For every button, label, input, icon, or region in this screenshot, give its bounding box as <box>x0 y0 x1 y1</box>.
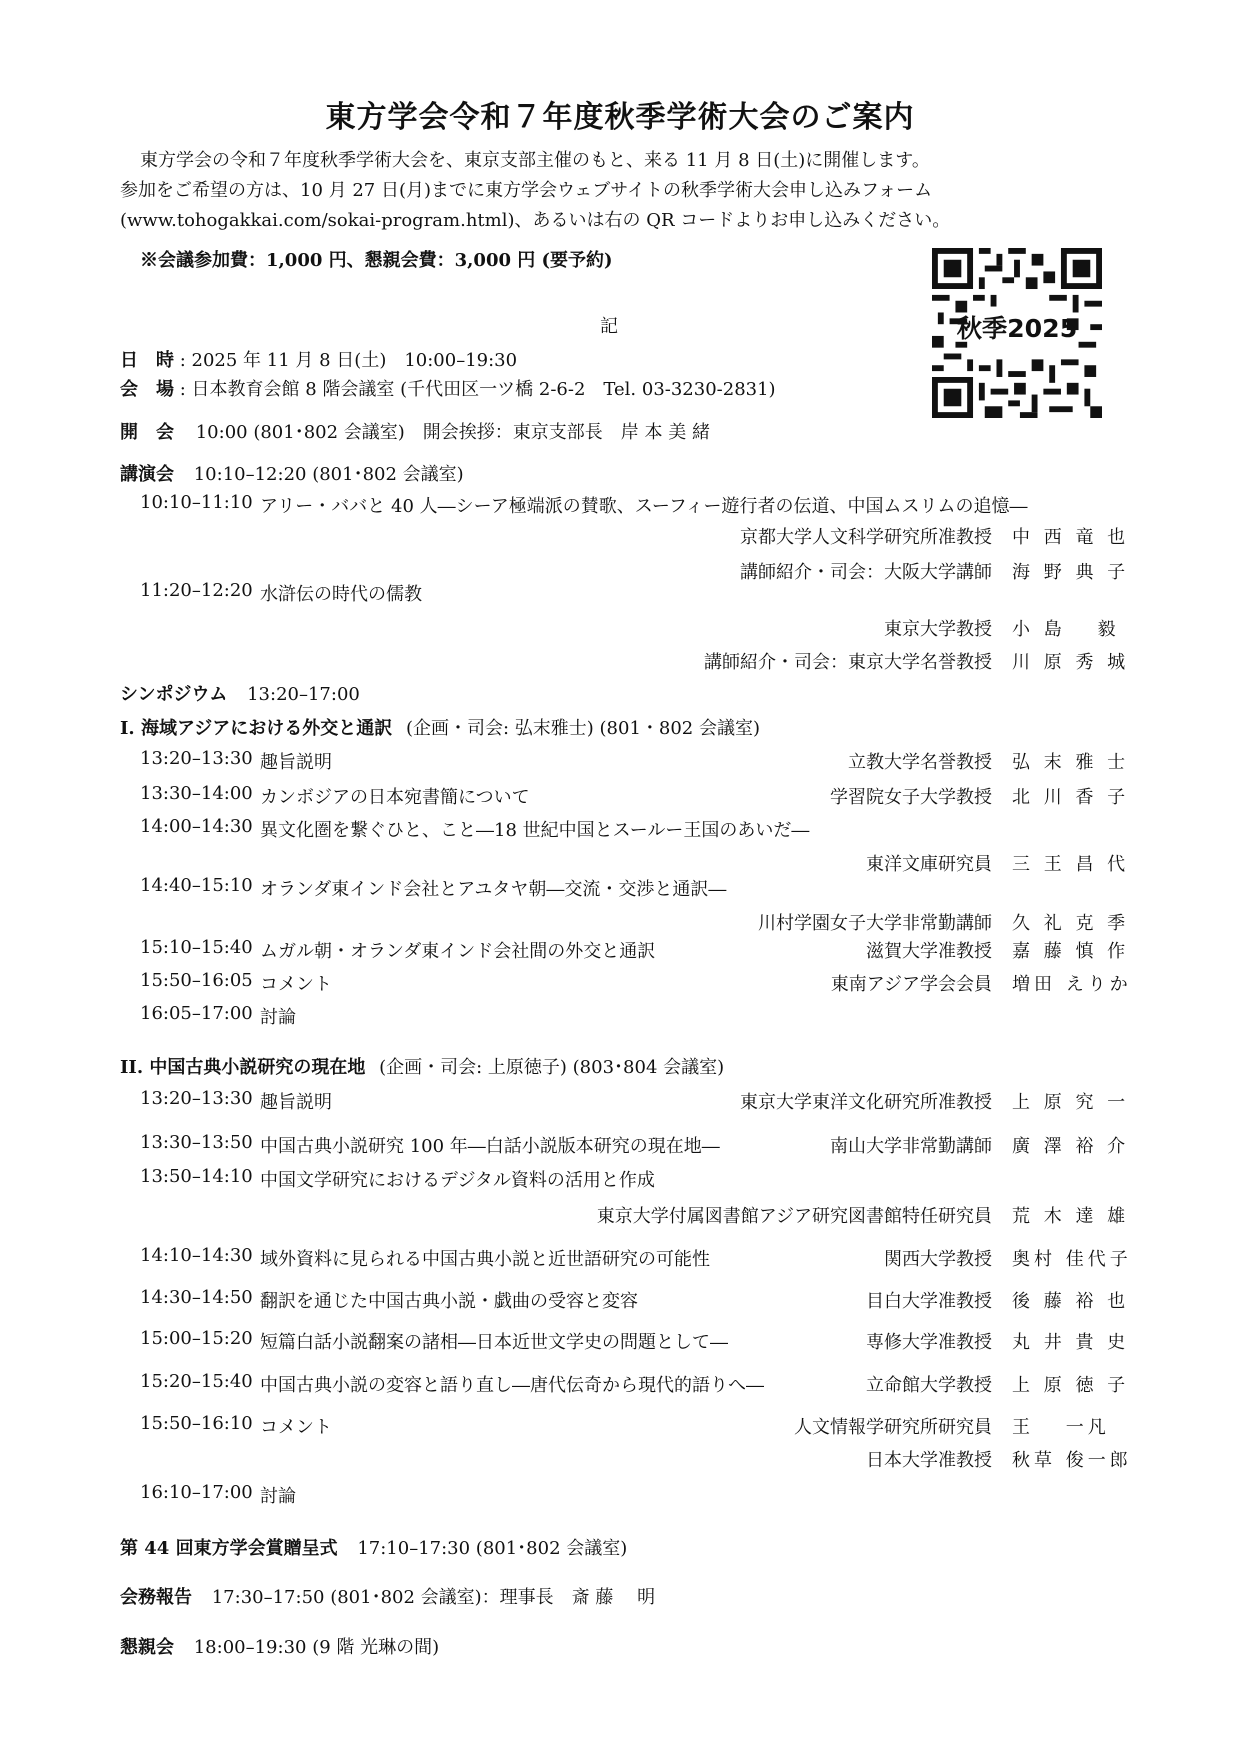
award-row <box>120 1534 627 1560</box>
session-title: オランダ東インド会社とアユタヤ朝―交流・交渉と通訳― <box>260 879 727 900</box>
presenter-name: 嘉 藤 慎 作 <box>1012 941 1130 962</box>
award-value: 17:10–17:30 (801･802 会議室) <box>357 1538 628 1559</box>
award-label: 第 44 回東方学会賞贈呈式 <box>120 1538 338 1559</box>
intro-line-3: (www.tohogakkai.com/sokai-program.html)、あるいは右の QR コードよりお申し込みください。 <box>120 210 951 231</box>
presenter-name: 後 藤 裕 也 <box>1012 1291 1130 1312</box>
session-time: 13:50–14:10 <box>140 1166 253 1187</box>
session-title: 中国古典小説の変容と語り直し―唐代伝奇から現代的語りへ― <box>260 1375 764 1396</box>
session-time: 13:20–13:30 <box>140 748 253 769</box>
session-time: 15:00–15:20 <box>140 1328 253 1349</box>
presenter-name: 弘 末 雅 士 <box>1012 752 1130 773</box>
session-title: コメント <box>260 974 332 995</box>
session-title: 短篇白話小説翻案の諸相―日本近世文学史の問題として― <box>260 1332 728 1353</box>
moderator-affiliation: 講師紹介・司会：東京大学名誉教授 <box>704 652 992 673</box>
session2-title: II. 中国古典小説研究の現在地 <box>120 1057 366 1078</box>
fee-note: ※会議参加費：1,000 円、懇親会費：3,000 円 (要予約) <box>140 250 613 271</box>
presenter-affiliation: 東京大学付属図書館アジア研究図書館特任研究員 <box>596 1206 992 1227</box>
session-time: 13:20–13:30 <box>140 1088 253 1109</box>
presenter-name: 三 王 昌 代 <box>1012 854 1130 875</box>
lecture-title: 水滸伝の時代の儒教 <box>260 584 422 605</box>
session1-heading <box>120 714 760 740</box>
speaker-affiliation: 東京大学教授 <box>884 619 992 640</box>
session-time: 15:50–16:05 <box>140 970 253 991</box>
opening-row <box>120 418 710 444</box>
intro-line-1: 東方学会の令和７年度秋季学術大会を、東京支部主催のもと、来る 11 月 8 日(土)に開催します。 <box>140 150 930 171</box>
session1-note: (企画・司会: 弘末雅士) (801・802 会議室) <box>405 718 760 739</box>
presenter-affiliation: 目白大学准教授 <box>866 1291 992 1312</box>
session-time: 14:00–14:30 <box>140 816 253 837</box>
venue-row <box>120 375 776 401</box>
opening-label: 開 会 <box>120 422 174 443</box>
presenter-name: 上 原 徳 子 <box>1012 1375 1130 1396</box>
session-title: 域外資料に見られる中国古典小説と近世語研究の可能性 <box>260 1249 710 1270</box>
session-time: 13:30–14:00 <box>140 783 253 804</box>
session-time: 14:10–14:30 <box>140 1245 253 1266</box>
session-title: ムガル朝・オランダ東インド会社間の外交と通訳 <box>260 941 656 962</box>
presenter-affiliation: 関西大学教授 <box>884 1249 992 1270</box>
presenter-affiliation: 東京大学東洋文化研究所准教授 <box>740 1092 992 1113</box>
presenter-affiliation: 学習院女子大学教授 <box>830 787 992 808</box>
presenter-affiliation: 立命館大学教授 <box>866 1375 992 1396</box>
report-row <box>120 1583 655 1609</box>
session-time: 13:30–13:50 <box>140 1132 253 1153</box>
presenter-affiliation: 立教大学名誉教授 <box>848 752 992 773</box>
intro-paragraph <box>120 146 1000 236</box>
speaker-name: 小 島 毅 <box>1012 619 1120 640</box>
presenter-affiliation: 川村学園女子大学非常勤講師 <box>758 913 992 934</box>
session-title: 異文化圏を繋ぐひと、こと―18 世紀中国とスールー王国のあいだ― <box>260 820 810 841</box>
lecture-time: 11:20–12:20 <box>140 580 253 601</box>
session-title: 中国古典小説研究 100 年―白話小説版本研究の現在地― <box>260 1136 720 1157</box>
presenter-name: 上 原 究 一 <box>1012 1092 1130 1113</box>
speaker-affiliation: 京都大学人文科学研究所准教授 <box>740 527 992 548</box>
session2-note: (企画・司会: 上原徳子) (803･804 会議室) <box>379 1057 725 1078</box>
symposium-heading <box>120 680 360 706</box>
presenter-name: 奥村 佳代子 <box>1012 1249 1132 1270</box>
lecture-label: 講演会 <box>120 464 174 485</box>
lecture-time: 10:10–11:10 <box>140 492 253 513</box>
party-label: 懇親会 <box>120 1637 174 1658</box>
presenter-name: 北 川 香 子 <box>1012 787 1130 808</box>
session-title: 趣旨説明 <box>260 752 332 773</box>
presenter-affiliation: 人文情報学研究所研究員 <box>794 1417 992 1438</box>
venue-label: 会 場 <box>120 379 174 400</box>
presenter-affiliation: 専修大学准教授 <box>866 1332 992 1353</box>
date-label: 日 時 <box>120 350 174 371</box>
symposium-label: シンポジウム <box>120 684 228 705</box>
session-title: 翻訳を通じた中国古典小説・戯曲の受容と変容 <box>260 1291 638 1312</box>
lecture-heading <box>120 460 464 486</box>
session-time: 15:10–15:40 <box>140 937 253 958</box>
intro-line-2: 参加をご希望の方は、10 月 27 日(月)までに東方学会ウェブサイトの秋季学術大会申し込みフォーム <box>120 180 933 201</box>
session2-heading <box>120 1053 724 1079</box>
date-value: : 2025 年 11 月 8 日(土) 10:00–19:30 <box>179 350 518 371</box>
moderator-name: 川 原 秀 城 <box>1012 652 1130 673</box>
presenter-affiliation: 南山大学非常勤講師 <box>830 1136 992 1157</box>
party-row <box>120 1633 439 1659</box>
moderator-name: 海 野 典 子 <box>1012 562 1130 583</box>
session-time: 15:50–16:10 <box>140 1413 253 1434</box>
session-title: 討論 <box>260 1486 296 1507</box>
presenter-affiliation: 東洋文庫研究員 <box>866 854 992 875</box>
session-time: 14:40–15:10 <box>140 875 253 896</box>
speaker-name: 中 西 竜 也 <box>1012 527 1130 548</box>
session-time: 16:10–17:00 <box>140 1482 253 1503</box>
presenter-name: 増田 えりか <box>1012 974 1132 995</box>
presenter-name: 丸 井 貴 史 <box>1012 1332 1130 1353</box>
presenter-name: 廣 澤 裕 介 <box>1012 1136 1130 1157</box>
session-time: 16:05–17:00 <box>140 1003 253 1024</box>
presenter-affiliation: 日本大学准教授 <box>866 1450 992 1471</box>
session-time: 15:20–15:40 <box>140 1371 253 1392</box>
session-title: カンボジアの日本宛書簡について <box>260 787 530 808</box>
report-label: 会務報告 <box>120 1587 192 1608</box>
presenter-name: 秋草 俊一郎 <box>1012 1450 1132 1471</box>
session-time: 14:30–14:50 <box>140 1287 253 1308</box>
date-row <box>120 346 517 372</box>
session-title: 趣旨説明 <box>260 1092 332 1113</box>
venue-value: : 日本教育会館 8 階会議室 (千代田区一ツ橋 2-6-2 Tel. 03-3230-2831) <box>179 379 776 400</box>
qr-code[interactable] <box>932 248 1102 418</box>
presenter-affiliation: 滋賀大学准教授 <box>866 941 992 962</box>
session-title: コメント <box>260 1417 332 1438</box>
qr-label: 秋季2025 <box>956 314 1078 344</box>
presenter-name: 荒 木 達 雄 <box>1012 1206 1130 1227</box>
session1-title: I. 海域アジアにおける外交と通訳 <box>120 718 393 739</box>
ki-marker: 記 <box>600 316 618 337</box>
report-value: 17:30–17:50 (801･802 会議室)：理事長 斎 藤 明 <box>211 1587 656 1608</box>
opening-value: 10:00 (801･802 会議室) 開会挨拶：東京支部長 岸 本 美 緒 <box>195 422 710 443</box>
symposium-time: 13:20–17:00 <box>247 684 360 705</box>
session-title: 討論 <box>260 1007 296 1028</box>
presenter-name: 久 礼 克 季 <box>1012 913 1130 934</box>
party-value: 18:00–19:30 (9 階 光琳の間) <box>193 1637 440 1658</box>
presenter-affiliation: 東南アジア学会会員 <box>830 974 992 995</box>
lecture-title: アリー・ババと 40 人―シーア極端派の賛歌、スーフィー遊行者の伝道、中国ムスリムの追憶― <box>260 496 1028 517</box>
document-title: 東方学会令和７年度秋季学術大会のご案内 <box>325 100 915 135</box>
lecture-time: 10:10–12:20 (801･802 会議室) <box>193 464 464 485</box>
moderator-affiliation: 講師紹介・司会：大阪大学講師 <box>740 562 992 583</box>
session-title: 中国文学研究におけるデジタル資料の活用と作成 <box>260 1170 655 1191</box>
presenter-name: 王 一凡 <box>1012 1417 1110 1438</box>
